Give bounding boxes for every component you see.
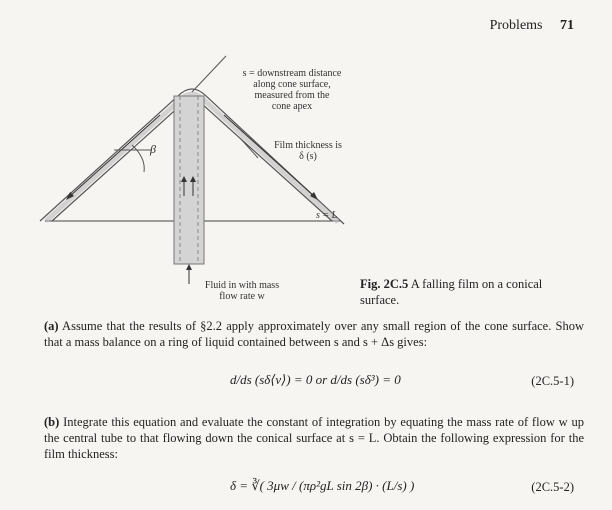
annotation-line: Fluid in with mass: [204, 280, 280, 291]
part-a-label: (a): [44, 319, 59, 333]
part-b-label: (b): [44, 415, 60, 429]
figure-caption: [360, 276, 580, 308]
part-b-text: Integrate this equation and evaluate the constant of integration by equating the mass rate of flow w up the central tube to that flowing down the conical surface at s = L. Obtain the following expression for the film thickness:: [44, 415, 584, 461]
part-a-paragraph: [44, 318, 584, 350]
page-number: 71: [560, 18, 574, 33]
part-b-paragraph: [44, 414, 584, 462]
annotation-line: along cone surface,: [253, 79, 331, 90]
beta-label: β: [150, 142, 156, 156]
caption-text: A falling film on a conical surface.: [360, 277, 543, 307]
annotation-line: s = downstream distance: [242, 68, 342, 79]
annotation-line: measured from the: [254, 90, 330, 101]
part-a-text: Assume that the results of §2.2 apply approximately over any small region of the cone surface. Show that a mass balance on a ring of liquid contained between s and s + Δs gives:: [44, 319, 584, 349]
equation-2C5-2: δ = ∛( 3μw / (πρ²gL sin 2β) · (L/s) ): [230, 478, 415, 493]
annotation-line: flow rate w: [219, 291, 265, 302]
equation-2C5-1: d/ds (sδ⟨v⟩) = 0 or d/ds (sδ³) = 0: [230, 372, 401, 387]
eq-number-2C5-2: (2C.5-2): [531, 480, 574, 494]
inflow-label: [192, 280, 292, 302]
film-thickness-label: [258, 140, 358, 162]
s-equals-L-label: s = L: [316, 210, 338, 221]
annotation-line: δ (s): [299, 151, 317, 162]
caption-label: Fig. 2C.5: [360, 277, 409, 291]
annotation-line: cone apex: [271, 101, 313, 112]
running-title: Problems: [489, 18, 543, 33]
eq-number-2C5-1: (2C.5-1): [531, 374, 574, 388]
annotation-line: Film thickness is: [274, 140, 342, 151]
s-definition-label: [232, 68, 352, 112]
